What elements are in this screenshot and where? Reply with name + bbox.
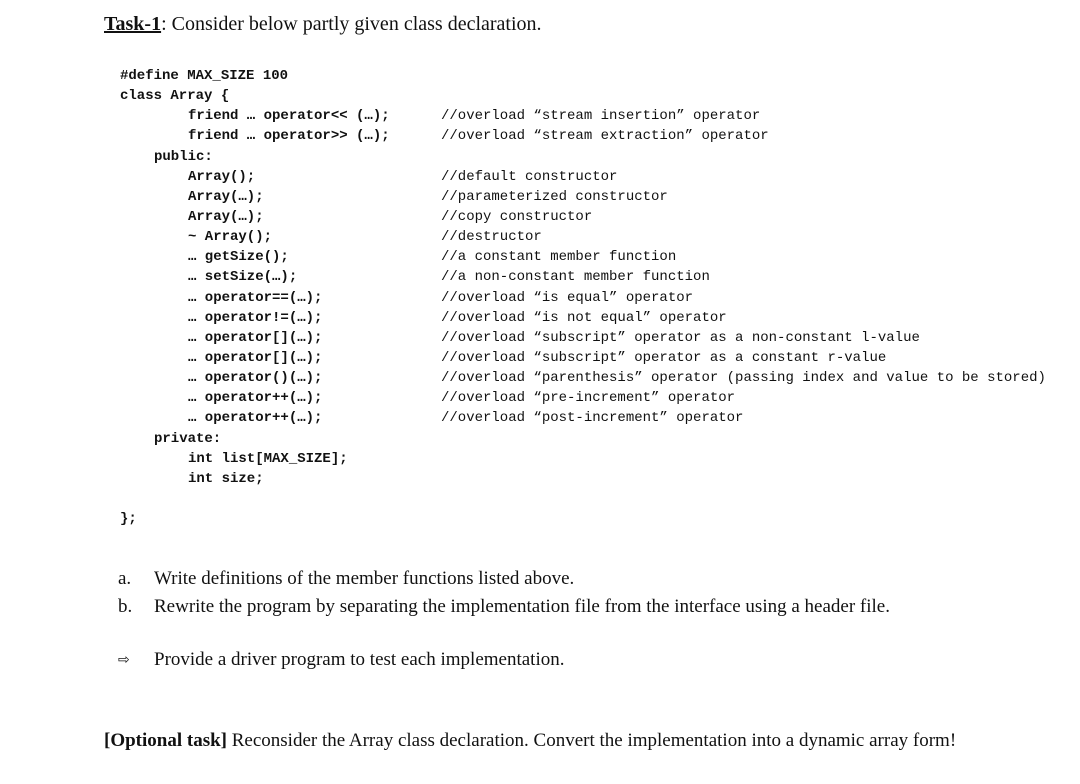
- code-statement: friend … operator>> (…);: [188, 128, 390, 145]
- code-comment: //parameterized constructor: [441, 188, 668, 205]
- code-statement: … operator()(…);: [188, 370, 323, 387]
- code-statement: … operator++(…);: [188, 390, 323, 407]
- task-item-text: Rewrite the program by separating the implementation file from the interface using a header file.: [154, 596, 890, 617]
- code-statement: friend … operator<< (…);: [188, 108, 390, 125]
- optional-task: [104, 728, 956, 754]
- code-statement: … setSize(…);: [188, 269, 298, 286]
- code-comment: //a constant member function: [441, 249, 677, 266]
- code-statement: class Array {: [120, 88, 230, 105]
- code-comment: //overload “stream insertion” operator: [441, 108, 761, 125]
- driver-task-text: Provide a driver program to test each implementation.: [154, 649, 565, 670]
- code-statement: Array(…);: [188, 188, 264, 205]
- code-statement: public:: [154, 148, 213, 165]
- code-statement: … getSize();: [188, 249, 289, 266]
- code-statement: … operator==(…);: [188, 289, 323, 306]
- optional-task-label: [Optional task]: [104, 730, 227, 751]
- code-comment: //overload “pre-increment” operator: [441, 390, 736, 407]
- task-item-text: Write definitions of the member functions listed above.: [154, 568, 575, 589]
- task-item-marker: a.: [118, 568, 132, 589]
- code-statement: private:: [154, 430, 222, 447]
- task-item-marker: b.: [118, 596, 133, 617]
- code-comment: //overload “parenthesis” operator (passing index and value to be stored): [441, 370, 1046, 387]
- task-label: Task-1: [104, 13, 162, 35]
- code-comment: //overload “post-increment” operator: [441, 410, 744, 427]
- code-comment: //overload “is not equal” operator: [441, 309, 727, 326]
- code-statement: … operator!=(…);: [188, 309, 323, 326]
- code-comment: //overload “subscript” operator as a non-constant l-value: [441, 329, 920, 346]
- code-comment: //overload “subscript” operator as a constant r-value: [441, 349, 887, 366]
- code-statement: };: [120, 511, 137, 528]
- task-title: [104, 13, 542, 36]
- code-comment: //default constructor: [441, 168, 618, 185]
- code-comment: //destructor: [441, 229, 542, 246]
- code-statement: … operator[](…);: [188, 329, 323, 346]
- optional-task-text: Reconsider the Array class declaration. Convert the implementation into a dynamic array form!: [227, 730, 957, 751]
- code-comment: //copy constructor: [441, 208, 593, 225]
- code-comment: //a non-constant member function: [441, 269, 710, 286]
- code-comment: //overload “stream extraction” operator: [441, 128, 769, 145]
- code-statement: Array(…);: [188, 208, 264, 225]
- code-statement: … operator[](…);: [188, 349, 323, 366]
- task-title-text: : Consider below partly given class declaration.: [161, 13, 542, 35]
- code-statement: #define MAX_SIZE 100: [120, 68, 289, 84]
- code-statement: int list[MAX_SIZE];: [188, 450, 348, 467]
- code-statement: ~ Array();: [188, 229, 273, 246]
- code-comment: //overload “is equal” operator: [441, 289, 694, 306]
- code-statement: Array();: [188, 168, 256, 185]
- arrow-right-icon: ⇨: [118, 652, 130, 668]
- code-statement: … operator++(…);: [188, 410, 323, 427]
- code-statement: int size;: [188, 470, 264, 487]
